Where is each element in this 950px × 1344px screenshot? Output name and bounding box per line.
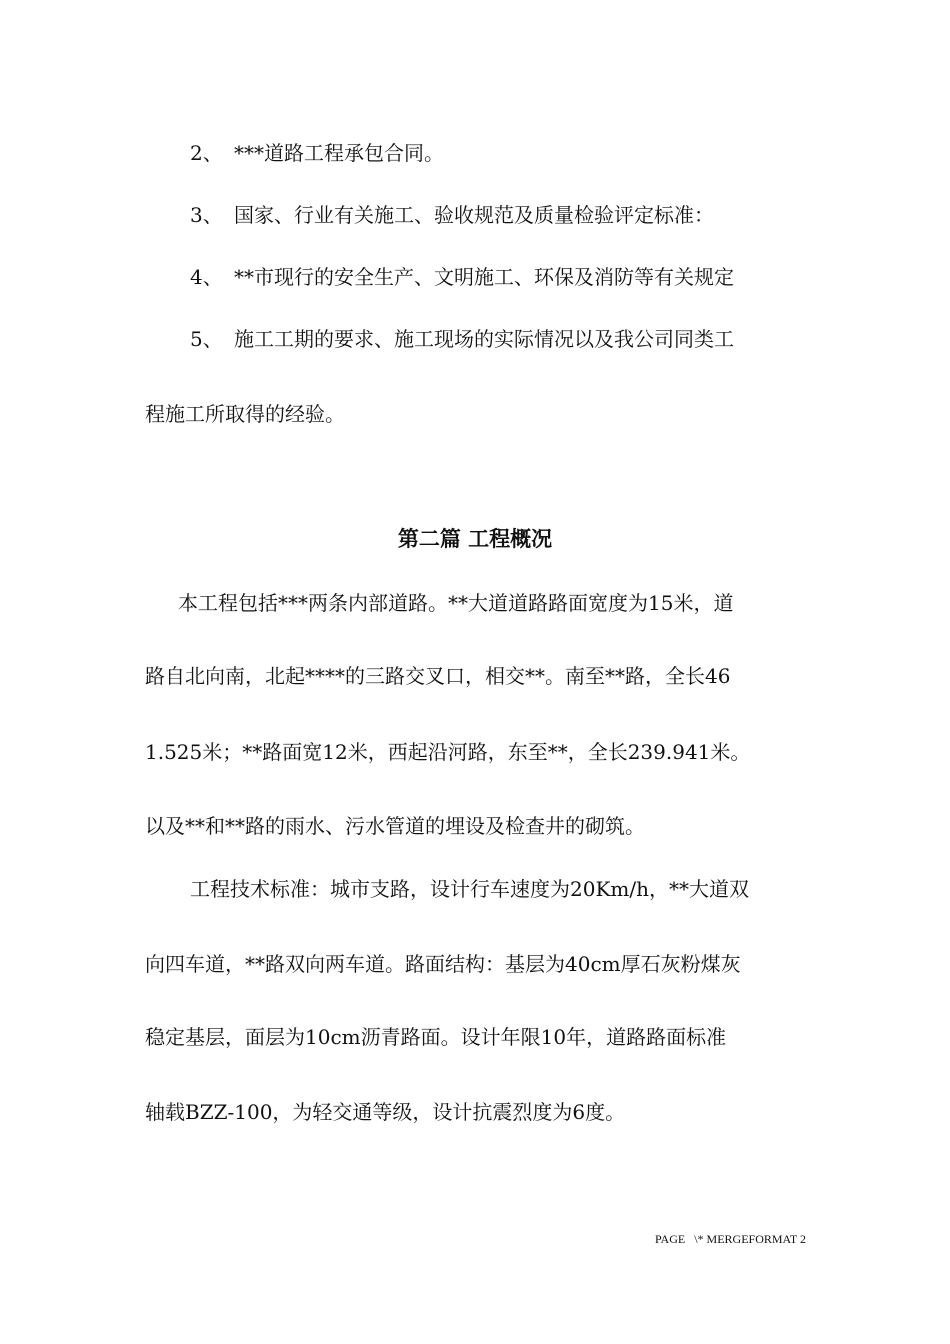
list-text: **市现行的安全生产、文明施工、环保及消防等有关规定	[234, 265, 734, 289]
paragraph-line: 稳定基层，面层为10cm沥青路面。设计年限10年，道路路面标准	[145, 1025, 727, 1049]
paragraph-line: 轴载BZZ-100，为轻交通等级，设计抗震烈度为6度。	[145, 1100, 626, 1124]
list-item-continuation: 程施工所取得的经验。	[145, 402, 345, 426]
section-title: 第二篇 工程概况	[397, 526, 553, 551]
list-text: ***道路工程承包合同。	[234, 141, 444, 165]
list-text: 国家、行业有关施工、验收规范及质量检验评定标准：	[234, 203, 714, 227]
paragraph-line: 以及**和**路的雨水、污水管道的埋设及检查井的砌筑。	[145, 814, 645, 838]
list-text: 施工工期的要求、施工现场的实际情况以及我公司同类工	[234, 327, 734, 351]
list-number: 4、	[190, 265, 223, 289]
paragraph-line: 路自北向南，北起****的三路交叉口，相交**。南至**路，全长46	[145, 664, 731, 688]
list-item	[190, 203, 714, 227]
list-number: 5、	[190, 327, 223, 351]
list-number: 3、	[190, 203, 223, 227]
paragraph-line: 1.525米；**路面宽12米，西起沿河路，东至**，全长239.941米。	[145, 740, 751, 764]
list-item	[190, 141, 444, 165]
paragraph-line: 本工程包括***两条内部道路。**大道道路路面宽度为15米，道	[178, 591, 734, 615]
paragraph-line: 向四车道，**路双向两车道。路面结构：基层为40cm厚石灰粉煤灰	[145, 952, 741, 976]
list-number: 2、	[190, 141, 223, 165]
page-footer: PAGE \* MERGEFORMAT 2	[654, 1232, 806, 1246]
list-item	[190, 265, 734, 289]
paragraph-line: 工程技术标准：城市支路，设计行车速度为20Km/h，**大道双	[190, 877, 749, 901]
list-item	[190, 327, 734, 351]
